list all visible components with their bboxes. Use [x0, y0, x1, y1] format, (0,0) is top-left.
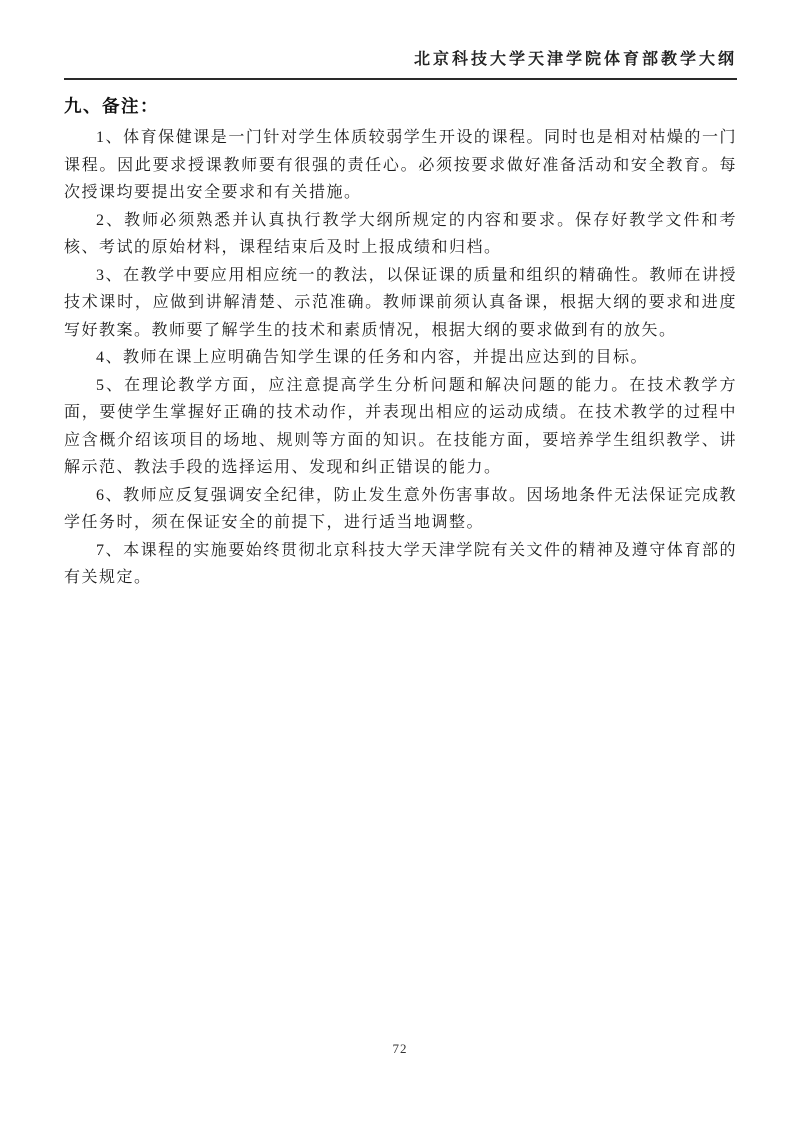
- section-title: 九、备注：: [64, 96, 159, 116]
- document-body: [64, 124, 737, 592]
- paragraph: 5、在理论教学方面，应注意提高学生分析问题和解决问题的能力。在技术教学方面，要使学生掌握好正确的技术动作，并表现出相应的运动成绩。在技术教学的过程中应含概介绍该项目的场地、规则等方面的知识。在技能方面，要培养学生组织教学、讲解示范、教法手段的选择运用、发现和纠正错误的能力。: [64, 376, 737, 476]
- paragraph: 3、在教学中要应用相应统一的教法，以保证课的质量和组织的精确性。教师在讲授技术课时，应做到讲解清楚、示范准确。教师课前须认真备课，根据大纲的要求和进度写好教案。教师要了解学生的技术和素质情况，根据大纲的要求做到有的放矢。: [64, 266, 737, 339]
- page-number: 72: [392, 1041, 408, 1056]
- paragraph: 6、教师应反复强调安全纪律，防止发生意外伤害事故。因场地条件无法保证完成教学任务时，须在保证安全的前提下，进行适当地调整。: [64, 486, 737, 531]
- document-header-title: 北京科技大学天津学院体育部教学大纲: [64, 50, 737, 80]
- paragraph: 7、本课程的实施要始终贯彻北京科技大学天津学院有关文件的精神及遵守体育部的有关规定。: [64, 541, 737, 586]
- paragraph: 4、教师在课上应明确告知学生课的任务和内容，并提出应达到的目标。: [96, 349, 649, 366]
- paragraph: 2、教师必须熟悉并认真执行教学大纲所规定的内容和要求。保存好教学文件和考核、考试的原始材料，课程结束后及时上报成绩和归档。: [64, 211, 737, 256]
- document-content: [64, 50, 737, 592]
- paragraph: 1、体育保健课是一门针对学生体质较弱学生开设的课程。同时也是相对枯燥的一门课程。因此要求授课教师要有很强的责任心。必须按要求做好准备活动和安全教育。每次授课均要提出安全要求和有关措施。: [64, 129, 737, 201]
